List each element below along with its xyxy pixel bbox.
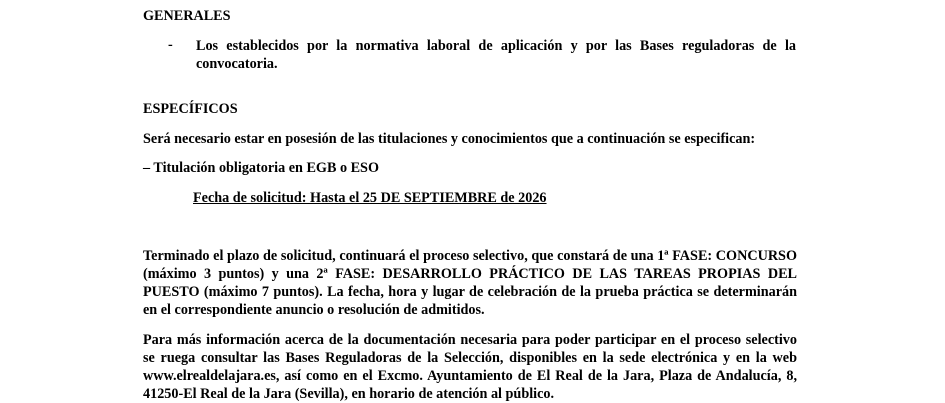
especificos-intro: Será necesario estar en posesión de las titulaciones y conocimientos que a continuación se especifican: [143, 131, 756, 147]
paragraph2-line-4: 41250-El Real de la Jara (Sevilla), en horario de atención al público. [143, 386, 555, 402]
paragraph1-line-3: PUESTO (máximo 7 puntos). La fecha, hora y lugar de celebración de la prueba práctica se determinarán [143, 284, 797, 300]
paragraph1-line-1: Terminado el plazo de solicitud, continuará el proceso selectivo, que constará de una 1ª FASE: CONCURSO [143, 248, 797, 264]
generales-item-line-2: convocatoria. [196, 56, 278, 72]
titulacion-requirement: – Titulación obligatoria en EGB o ESO [143, 160, 379, 176]
especificos-heading: ESPECÍFICOS [143, 101, 238, 117]
paragraph1-line-2: (máximo 3 puntos) y una 2ª FASE: DESARROLLO PRÁCTICO DE LAS TAREAS PROPIAS DEL [143, 266, 797, 282]
fecha-solicitud: Fecha de solicitud: Hasta el 25 DE SEPTIEMBRE de 2026 [193, 190, 547, 206]
list-dash: - [168, 37, 173, 53]
paragraph2-line-3: www.elrealdelajara.es, así como en el Excmo. Ayuntamiento de El Real de la Jara, Plaza de Andalucía, 8, [143, 368, 797, 384]
generales-item-line-1: Los establecidos por la normativa laboral de aplicación y por las Bases reguladoras de la [196, 38, 796, 54]
paragraph2-line-1: Para más información acerca de la documentación necesaria para poder participar en el proceso selectivo [143, 332, 797, 348]
paragraph2-line-2: se ruega consultar las Bases Reguladoras de la Selección, disponibles en la sede electrónica y en la web [143, 350, 797, 366]
generales-heading: GENERALES [143, 8, 231, 24]
paragraph1-line-4: en el correspondiente anuncio o resolución de admitidos. [143, 302, 485, 318]
